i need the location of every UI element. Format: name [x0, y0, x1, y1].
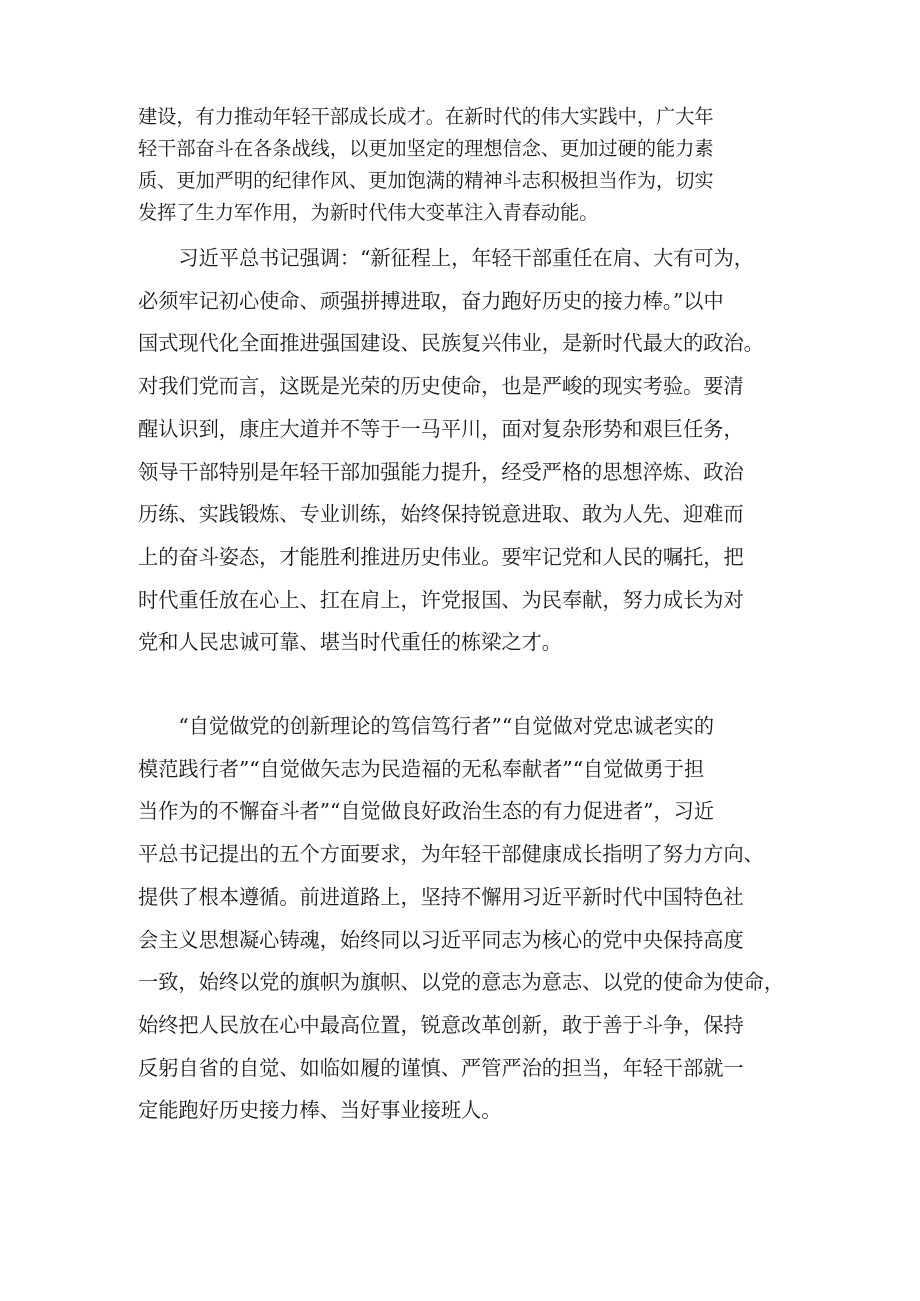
paragraph-line: 反躬自省的自觉、如临如履的谨慎、严管严治的担当，年轻干部就一	[138, 1055, 744, 1080]
paragraph-line: “自觉做党的创新理论的笃信笃行者”“自觉做对党忠诚老实的	[138, 714, 715, 738]
paragraph-3	[138, 705, 790, 1132]
paragraph-line: 提供了根本遵循。前进道路上，坚持不懈用习近平新时代中国特色社	[138, 884, 744, 909]
paragraph-line: 领导干部特别是年轻干部加强能力提升，经受严格的思想淬炼、政治	[138, 459, 744, 484]
paragraph-line: 一致，始终以党的旗帜为旗帜、以党的意志为意志、以党的使命为使命，	[138, 970, 785, 995]
paragraph-line: 发挥了生力军作用，为新时代伟大变革注入青春动能。	[138, 201, 599, 224]
paragraph-line: 平总书记提出的五个方面要求，为年轻干部健康成长指明了努力方向、	[138, 842, 764, 867]
paragraph-line: 党和人民忠诚可靠、堪当时代重任的栋梁之才。	[138, 630, 562, 655]
paragraph-1	[138, 101, 790, 229]
paragraph-line: 习近平总书记强调：“新征程上，年轻干部重任在肩、大有可为，	[138, 246, 754, 270]
paragraph-line: 必须牢记初心使命、顽强拼搏进取，奋力跑好历史的接力棒。”以中	[138, 288, 724, 313]
paragraph-line: 质、更加严明的纪律作风、更加饱满的精神斗志积极担当作为，切实	[138, 169, 714, 192]
paragraph-line: 醒认识到，康庄大道并不等于一马平川，面对复杂形势和艰巨任务，	[138, 416, 744, 441]
paragraph-line: 始终把人民放在心中最高位置，锐意改革创新，敢于善于斗争，保持	[138, 1012, 744, 1037]
paragraph-line: 轻干部奋斗在各条战线，以更加坚定的理想信念、更加过硬的能力素	[138, 137, 714, 160]
paragraph-line: 上的奋斗姿态，才能胜利推进历史伟业。要牢记党和人民的嘱托，把	[138, 544, 744, 569]
paragraph-line: 对我们党而言，这既是光荣的历史使命，也是严峻的现实考验。要清	[138, 374, 744, 399]
paragraph-line: 模范践行者”“自觉做矢志为民造福的无私奉献者”“自觉做勇于担	[138, 756, 705, 781]
paragraph-line: 建设，有力推动年轻干部成长成才。在新时代的伟大实践中，广大年	[138, 105, 714, 128]
paragraph-line: 历练、实践锻炼、专业训练，始终保持锐意进取、敢为人先、迎难而	[138, 502, 744, 527]
paragraph-line: 国式现代化全面推进强国建设、民族复兴伟业，是新时代最大的政治。	[138, 331, 764, 356]
paragraph-line: 定能跑好历史接力棒、当好事业接班人。	[138, 1098, 502, 1123]
paragraph-line: 当作为的不懈奋斗者”“自觉做良好政治生态的有力促进者”，习近	[138, 799, 715, 824]
paragraph-2	[138, 237, 790, 664]
paragraph-line: 时代重任放在心上、扛在肩上，许党报国、为民奉献，努力成长为对	[138, 587, 744, 612]
paragraph-line: 会主义思想凝心铸魂，始终同以习近平同志为核心的党中央保持高度	[138, 927, 744, 952]
